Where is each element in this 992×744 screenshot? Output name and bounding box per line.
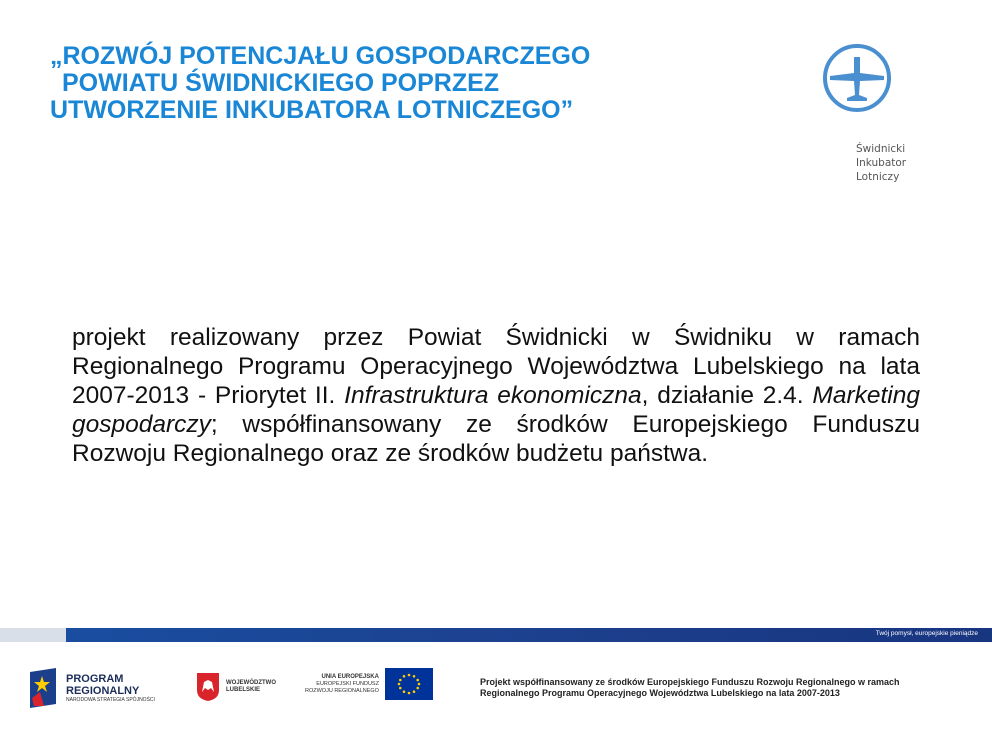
description-action-name: Marketing gospodarczy <box>72 382 920 438</box>
title-line-3: UTWORZENIE INKUBATORA LOTNICZEGO” <box>50 96 574 124</box>
ue-line-2: EUROPEJSKI FUNDUSZ <box>316 680 379 687</box>
eu-flag-icon <box>385 668 433 700</box>
logo-line-1: Świdnicki <box>856 143 906 155</box>
cofinancing-line-1: Projekt współfinansowany ze środków Europejskiego Funduszu Rozwoju Regionalnego w ramach <box>480 677 900 687</box>
inkubator-logo <box>820 43 910 184</box>
wojewodztwo-text <box>226 680 276 694</box>
title-line-2: POWIATU ŚWIDNICKIEGO POPRZEZ <box>62 69 500 97</box>
program-line-1: PROGRAM <box>66 673 124 685</box>
lubelskie-coat-of-arms-icon <box>196 672 220 702</box>
title-line-1: „ROZWÓJ POTENCJAŁU GOSPODARCZEGO <box>50 42 591 70</box>
band-slogan: Twój pomysł, europejskie pieniądze <box>875 630 978 637</box>
slide-title <box>50 43 730 124</box>
logo-text <box>856 142 910 184</box>
footer-logos <box>0 662 992 722</box>
airplane-logo-icon <box>822 43 892 113</box>
project-description <box>72 323 920 468</box>
description-priority-name: Infrastruktura ekonomiczna <box>344 382 642 409</box>
program-regionalny-logo <box>28 668 155 708</box>
cofinancing-note <box>480 677 980 699</box>
logo-line-3: Lotniczy <box>856 171 900 183</box>
cofinancing-line-2: Regionalnego Programu Operacyjnego Województwa Lubelskiego na lata 2007-2013 <box>480 688 840 698</box>
woj-line-1: WOJEWÓDZTWO <box>226 680 276 686</box>
program-line-3: NARODOWA STRATEGIA SPÓJNOŚCI <box>66 697 155 703</box>
band-left-segment <box>0 628 66 642</box>
ue-line-3: ROZWOJU REGIONALNEGO <box>305 687 379 694</box>
footer-band <box>0 628 992 642</box>
woj-line-2: LUBELSKIE <box>226 687 261 693</box>
ue-line-1: UNIA EUROPEJSKA <box>321 673 379 680</box>
description-part-1: projekt realizowany przez Powiat Świdnicki w Świdniku w ramach Regionalnego Programu Operacyjnego Województwa Lubelskiego na lata 2007-2013 - Priorytet II. <box>72 324 920 409</box>
eu-logo <box>305 668 433 700</box>
program-regionalny-text <box>66 673 155 703</box>
eu-text <box>305 674 379 695</box>
wojewodztwo-lubelskie-logo <box>196 672 276 702</box>
program-regionalny-logo-icon <box>28 668 60 708</box>
description-part-3: , działanie 2.4. <box>641 382 813 409</box>
logo-line-2: Inkubator <box>856 157 907 169</box>
program-line-2: REGIONALNY <box>66 685 140 697</box>
description-part-5: ; współfinansowany ze środków Europejskiego Funduszu Rozwoju Regionalnego oraz ze środków budżetu państwa. <box>72 411 920 467</box>
